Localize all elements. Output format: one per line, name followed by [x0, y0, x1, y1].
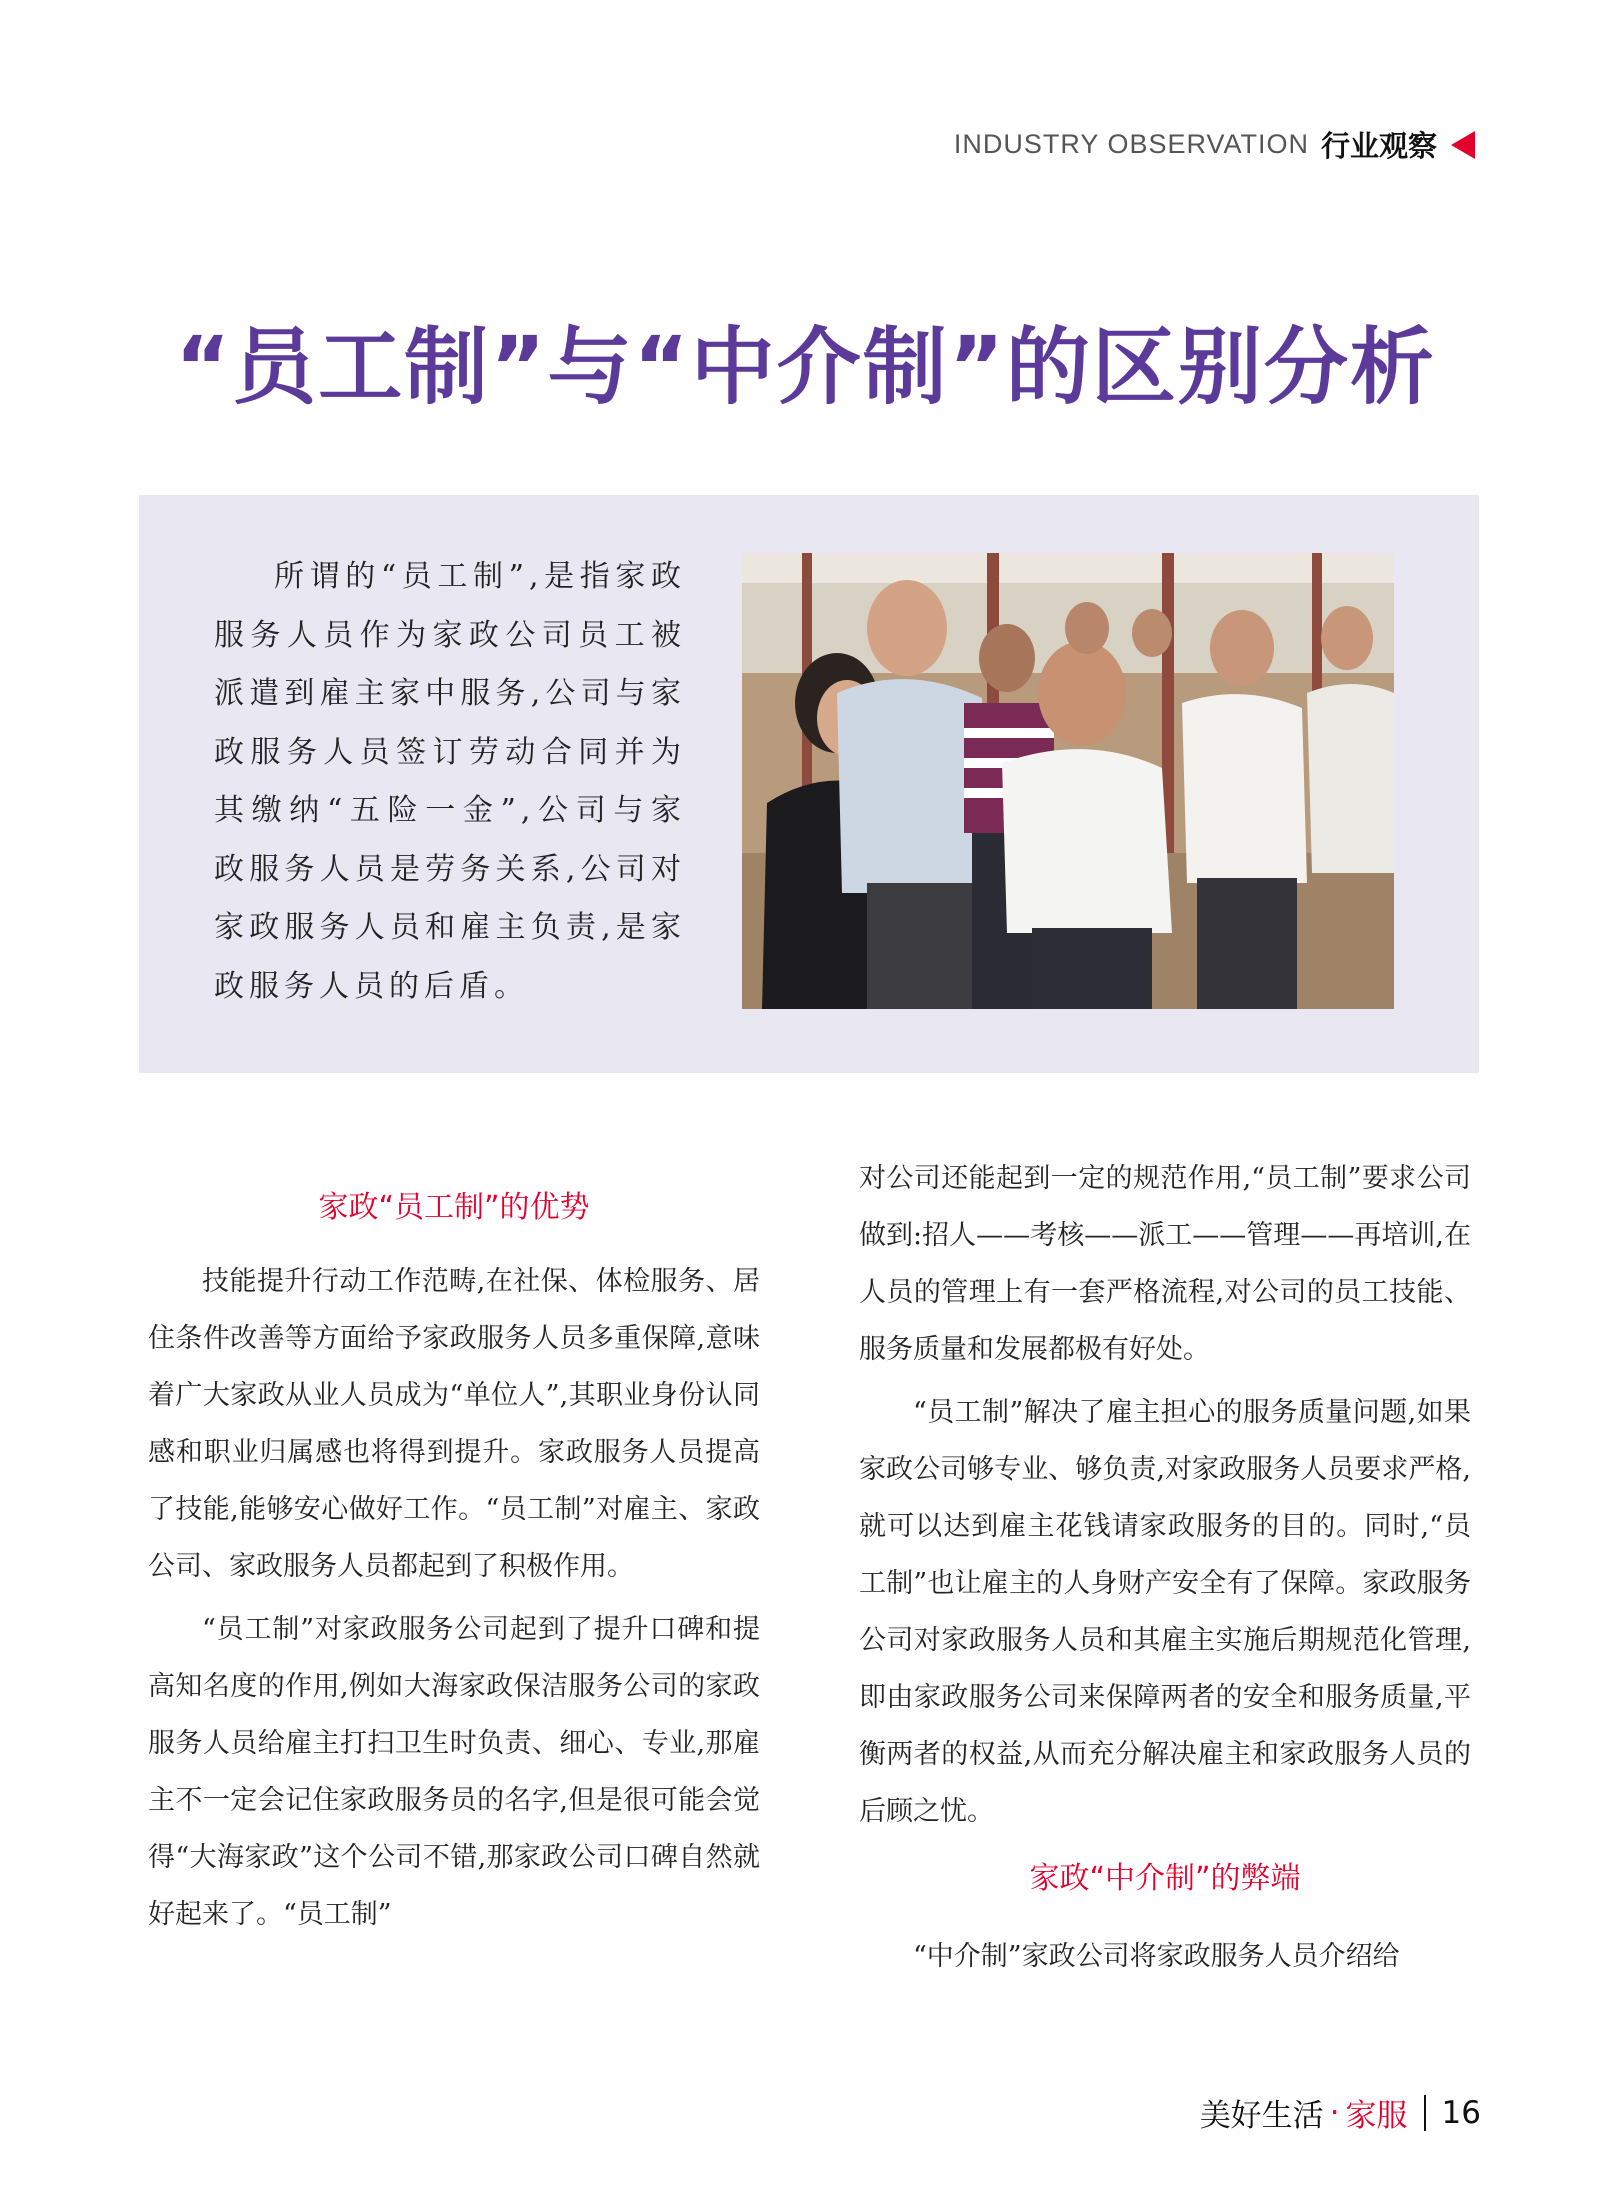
meeting-photo: [742, 553, 1394, 1009]
body-paragraph: “中介制”家政公司将家政服务人员介绍给: [913, 1941, 1400, 1972]
triangle-marker-icon: [1451, 131, 1475, 159]
right-column: [859, 1150, 1471, 1991]
section-heading-advantages: 家政“员工制”的优势: [318, 1190, 590, 1225]
body-paragraph: 技能提升行动工作范畴,在社保、体检服务、居住条件改善等方面给予家政服务人员多重保障,意味着广大家政从业人员成为“单位人”,其职业身份认同感和职业归属感也将得到提升。家政服务人员提高了技能,能够安心做好工作。“员工制”对雇主、家政公司、家政服务人员都起到了积极作用。: [148, 1266, 760, 1582]
separator-dot: ·: [1329, 2094, 1340, 2131]
body-paragraph: “员工制”解决了雇主担心的服务质量问题,如果家政公司够专业、够负责,对家政服务人员要求严格,就可以达到雇主花钱请家政服务的目的。同时,“员工制”也让雇主的人身财产安全有了保障。家政服务公司对家政服务人员和其雇主实施后期规范化管理,即由家政服务公司来保障两者的安全和服务质量,平衡两者的权益,从而充分解决雇主和家政服务人员的后顾之忧。: [859, 1397, 1471, 1827]
magazine-name: 美好生活: [1199, 2098, 1324, 2134]
divider: [1424, 2095, 1426, 2131]
body-paragraph: “员工制”对家政服务公司起到了提升口碑和提高知名度的作用,例如大海家政保洁服务公司的家政服务人员给雇主打扫卫生时负责、细心、专业,那雇主不一定会记住家政服务员的名字,但是很可能会觉得“大海家政”这个公司不错,那家政公司口碑自然就好起来了。“员工制”: [148, 1614, 760, 1930]
section-name: 家服: [1345, 2098, 1408, 2134]
intro-box: [139, 495, 1479, 1073]
article-title: “员工制”与“中介制”的区别分析: [175, 318, 1436, 416]
intro-text-block: [214, 548, 686, 1016]
section-header: [954, 124, 1475, 165]
page-number: 16: [1441, 2094, 1481, 2131]
page-footer: [1200, 2090, 1481, 2135]
body-paragraph-continued: 对公司还能起到一定的规范作用,“员工制”要求公司做到:招人——考核——派工——管理——再培训,在人员的管理上有一套严格流程,对公司的员工技能、服务质量和发展都极有好处。: [859, 1163, 1471, 1365]
photo-illustration: [742, 553, 1394, 1009]
intro-paragraph: 所谓的“员工制”,是指家政服务人员作为家政公司员工被派遣到雇主家中服务,公司与家政服务人员签订劳动合同并为其缴纳“五险一金”,公司与家政服务人员是劳务关系,公司对家政服务人员和雇主负责,是家政服务人员的后盾。: [214, 559, 686, 1004]
left-column: [148, 1175, 760, 1949]
section-heading-drawbacks: 家政“中介制”的弊端: [1029, 1861, 1301, 1896]
section-label-cn: 行业观察: [1320, 129, 1437, 163]
section-label-en: INDUSTRY OBSERVATION: [953, 129, 1309, 159]
